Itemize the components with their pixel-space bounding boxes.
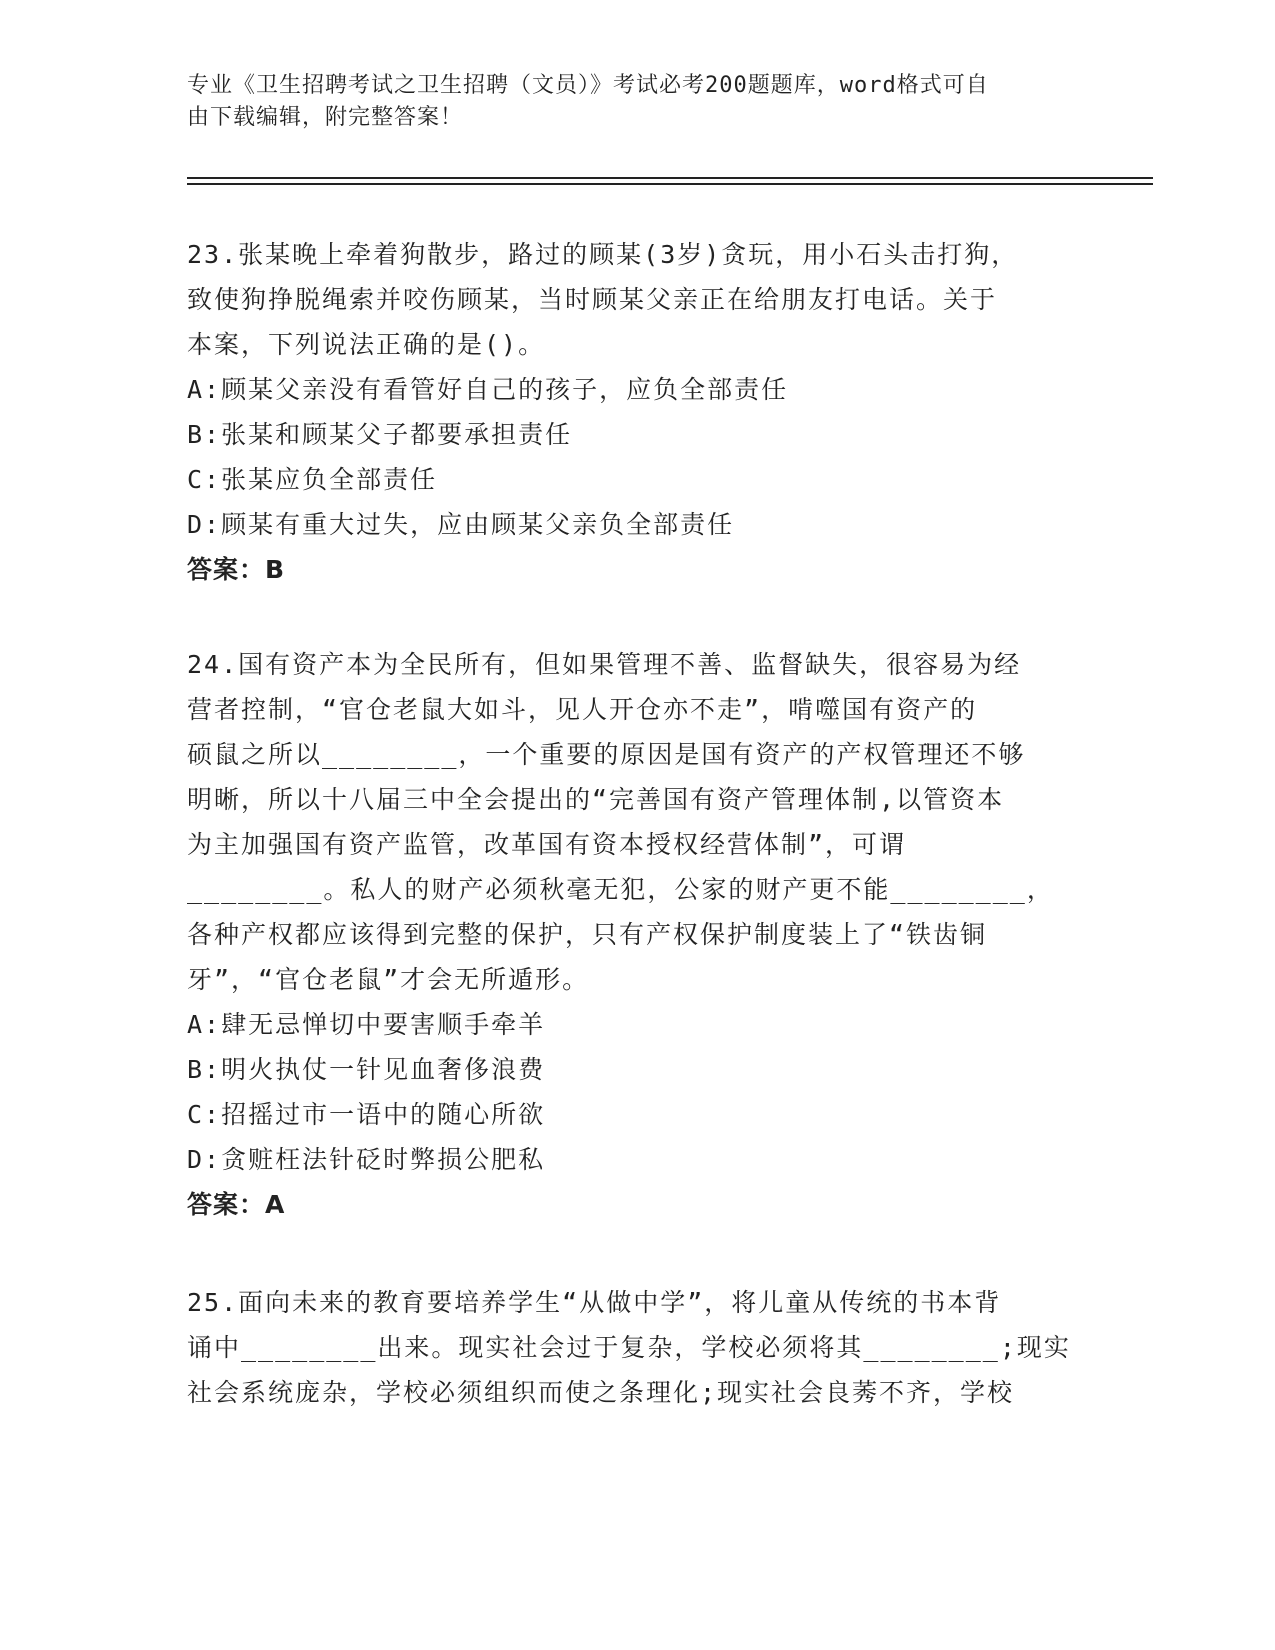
option-b: B:张某和顾某父子都要承担责任 [187,420,573,449]
question-stem-line: 明晰，所以十八届三中全会提出的“完善国有资产管理体制,以管资本 [187,785,1005,814]
question-24 [187,642,1087,1227]
header-line-1: 专业《卫生招聘考试之卫生招聘（文员）》考试必考200题题库，word格式可自 [187,73,989,98]
question-stem-line: 25.面向未来的教育要培养学生“从做中学”，将儿童从传统的书本背 [187,1288,1002,1317]
option-c: C:招摇过市一语中的随心所欲 [187,1100,546,1129]
question-stem-line: 诵中________出来。现实社会过于复杂，学校必须将其________;现实 [187,1333,1071,1362]
question-stem-line: ________。私人的财产必须秋毫无犯，公家的财产更不能________， [187,875,1054,904]
answer: 答案：A [187,1190,286,1219]
header-line-2: 由下载编辑，附完整答案！ [187,105,464,130]
question-stem-line: 硕鼠之所以________，一个重要的原因是国有资产的产权管理还不够 [187,740,1026,769]
document-header [187,70,1087,134]
question-stem-line: 24.国有资产本为全民所有，但如果管理不善、监督缺失，很容易为经 [187,650,1022,679]
option-a: A:顾某父亲没有看管好自己的孩子，应负全部责任 [187,375,789,404]
question-stem-line: 牙”，“官仓老鼠”才会无所遁形。 [187,965,590,994]
option-d: D:贪赃枉法针砭时弊损公肥私 [187,1145,546,1174]
question-stem-line: 为主加强国有资产监管，改革国有资本授权经营体制”，可谓 [187,830,907,859]
question-stem-line: 各种产权都应该得到完整的保护，只有产权保护制度装上了“铁齿铜 [187,920,988,949]
option-b: B:明火执仗一针见血奢侈浪费 [187,1055,546,1084]
option-a: A:肆无忌惮切中要害顺手牵羊 [187,1010,546,1039]
header-divider-top [187,177,1153,179]
question-stem-line: 社会系统庞杂，学校必须组织而使之条理化;现实社会良莠不齐，学校 [187,1378,1015,1407]
question-stem-line: 本案，下列说法正确的是()。 [187,330,546,359]
question-stem-line: 23.张某晚上牵着狗散步，路过的顾某(3岁)贪玩，用小石头击打狗， [187,240,1019,269]
header-divider-bottom [187,183,1153,185]
option-c: C:张某应负全部责任 [187,465,438,494]
answer: 答案：B [187,555,286,584]
question-25 [187,1280,1087,1415]
question-stem-line: 营者控制，“官仓老鼠大如斗，见人开仓亦不走”，啃噬国有资产的 [187,695,978,724]
option-d: D:顾某有重大过失，应由顾某父亲负全部责任 [187,510,735,539]
question-stem-line: 致使狗挣脱绳索并咬伤顾某，当时顾某父亲正在给朋友打电话。关于 [187,285,998,314]
question-23 [187,232,1087,592]
